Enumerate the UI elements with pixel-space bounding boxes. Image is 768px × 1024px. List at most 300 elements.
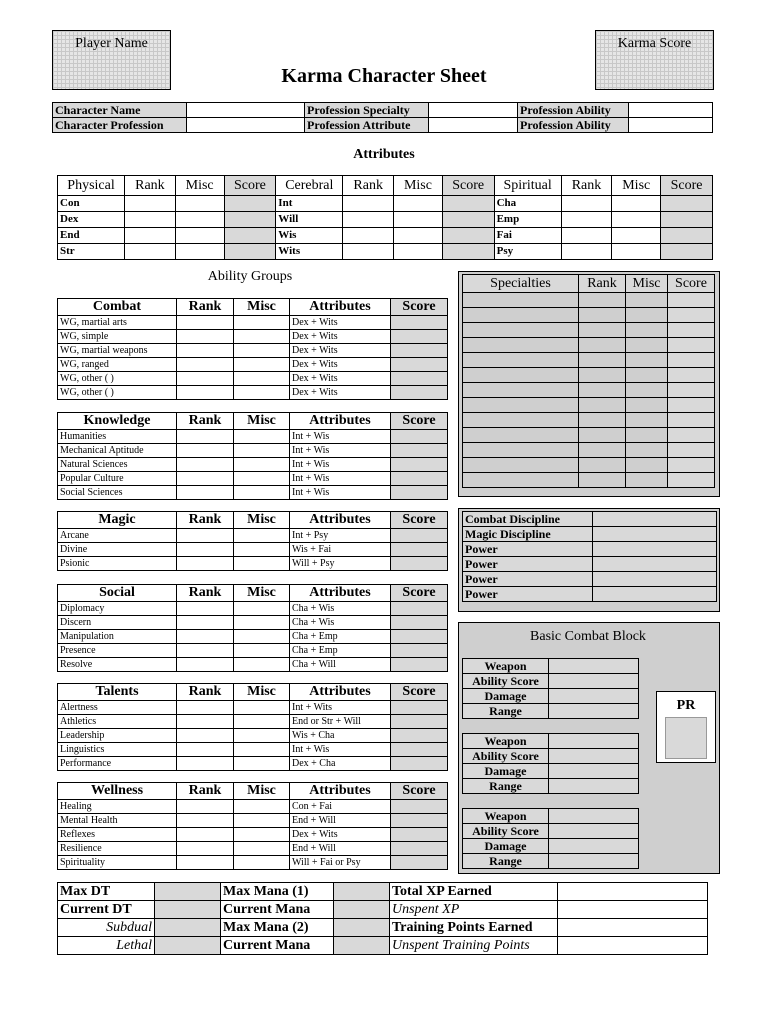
attribute-row [58, 196, 713, 212]
specialty-name-field[interactable] [463, 428, 579, 443]
attribute-name: Fai [494, 228, 561, 244]
specialty-misc-field[interactable] [626, 353, 668, 368]
attribute-score-field[interactable] [442, 196, 494, 212]
ability-misc-field[interactable] [234, 729, 290, 743]
ability-misc-field[interactable] [234, 842, 290, 856]
ability-name: Reflexes [58, 828, 177, 842]
ability-misc-field[interactable] [234, 372, 290, 386]
ability-rank-field[interactable] [177, 842, 234, 856]
ability-name: Popular Culture [58, 472, 177, 486]
specialty-name-field[interactable] [463, 293, 579, 308]
ability-attributes: Dex + Wits [290, 828, 391, 842]
stat-label: Current Mana [221, 937, 334, 955]
weapon-label: Damage [463, 689, 549, 704]
weapon-label: Weapon [463, 734, 549, 749]
weapon-label: Damage [463, 764, 549, 779]
attribute-misc-field[interactable] [612, 212, 661, 228]
ability-column-header: Attributes [290, 783, 391, 800]
weapon-field[interactable] [549, 689, 639, 704]
specialty-row [463, 398, 715, 413]
attribute-misc-field[interactable] [394, 244, 443, 260]
ability-misc-field[interactable] [234, 330, 290, 344]
ability-rank-field[interactable] [177, 630, 234, 644]
specialty-rank-field[interactable] [579, 383, 626, 398]
ability-rank-field[interactable] [177, 344, 234, 358]
ability-rank-field[interactable] [177, 316, 234, 330]
ability-attributes: Int + Wis [290, 743, 391, 757]
ability-rank-field[interactable] [177, 602, 234, 616]
ability-score-field[interactable] [391, 856, 448, 870]
attribute-score-field[interactable] [661, 228, 713, 244]
specialty-misc-field[interactable] [626, 413, 668, 428]
specialty-score-field[interactable] [668, 398, 715, 413]
ability-row [58, 372, 448, 386]
ability-misc-field[interactable] [234, 444, 290, 458]
ability-score-field[interactable] [391, 814, 448, 828]
specialty-score-field[interactable] [668, 308, 715, 323]
specialty-misc-field[interactable] [626, 338, 668, 353]
specialty-name-field[interactable] [463, 323, 579, 338]
ability-attributes: Will + Fai or Psy [290, 856, 391, 870]
ability-score-field[interactable] [391, 316, 448, 330]
weapon-field[interactable] [549, 764, 639, 779]
ability-misc-field[interactable] [234, 743, 290, 757]
specialty-name-field[interactable] [463, 458, 579, 473]
ability-misc-field[interactable] [234, 430, 290, 444]
attribute-column-header: Misc [394, 176, 443, 196]
attributes-header-row [58, 176, 713, 196]
specialty-score-field[interactable] [668, 323, 715, 338]
specialty-rank-field[interactable] [579, 473, 626, 488]
ability-attributes: Wis + Cha [290, 729, 391, 743]
specialty-score-field[interactable] [668, 443, 715, 458]
weapon-row [463, 689, 639, 704]
specialty-row [463, 353, 715, 368]
ability-score-field[interactable] [391, 529, 448, 543]
attribute-rank-field[interactable] [561, 244, 612, 260]
ability-rank-field[interactable] [177, 430, 234, 444]
stat-label: Max Mana (1) [221, 883, 334, 901]
ability-rank-field[interactable] [177, 800, 234, 814]
ability-score-field[interactable] [391, 630, 448, 644]
specialty-name-field[interactable] [463, 473, 579, 488]
info-field[interactable] [187, 103, 305, 118]
discipline-field[interactable] [593, 542, 717, 557]
ability-column-header: Rank [177, 299, 234, 316]
ability-score-field[interactable] [391, 842, 448, 856]
weapon-row [463, 749, 639, 764]
specialty-misc-field[interactable] [626, 473, 668, 488]
specialty-score-field[interactable] [668, 473, 715, 488]
ability-misc-field[interactable] [234, 701, 290, 715]
stat-field[interactable] [334, 883, 390, 901]
ability-score-field[interactable] [391, 458, 448, 472]
stat-field[interactable] [155, 937, 221, 955]
attribute-rank-field[interactable] [343, 228, 394, 244]
specialty-score-field[interactable] [668, 383, 715, 398]
ability-misc-field[interactable] [234, 757, 290, 771]
specialty-rank-field[interactable] [579, 338, 626, 353]
specialty-rank-field[interactable] [579, 293, 626, 308]
attribute-score-field[interactable] [661, 212, 713, 228]
weapon-field[interactable] [549, 749, 639, 764]
weapon-field[interactable] [549, 734, 639, 749]
stat-field[interactable] [155, 901, 221, 919]
specialty-score-field[interactable] [668, 458, 715, 473]
attribute-misc-field[interactable] [612, 244, 661, 260]
attribute-column-header: Rank [125, 176, 176, 196]
discipline-field[interactable] [593, 587, 717, 602]
weapon-field[interactable] [549, 674, 639, 689]
attribute-rank-field[interactable] [561, 228, 612, 244]
ability-score-field[interactable] [391, 602, 448, 616]
stat-field[interactable] [334, 901, 390, 919]
ability-score-field[interactable] [391, 729, 448, 743]
attribute-misc-field[interactable] [175, 228, 224, 244]
ability-misc-field[interactable] [234, 715, 290, 729]
ability-score-field[interactable] [391, 658, 448, 672]
ability-name: Athletics [58, 715, 177, 729]
attribute-rank-field[interactable] [561, 212, 612, 228]
specialty-row [463, 308, 715, 323]
combat-block-title: Basic Combat Block [530, 629, 646, 644]
ability-column-header: Score [391, 512, 448, 529]
specialty-rank-field[interactable] [579, 428, 626, 443]
attribute-rank-field[interactable] [125, 244, 176, 260]
ability-score-field[interactable] [391, 757, 448, 771]
ability-header-row [58, 299, 448, 316]
weapon-field[interactable] [549, 824, 639, 839]
stat-field[interactable] [155, 919, 221, 937]
specialty-score-field[interactable] [668, 413, 715, 428]
stat-label: Total XP Earned [390, 883, 558, 901]
attribute-rank-field[interactable] [125, 196, 176, 212]
ability-score-field[interactable] [391, 444, 448, 458]
ability-misc-field[interactable] [234, 658, 290, 672]
specialty-name-field[interactable] [463, 383, 579, 398]
ability-group-header: Combat [58, 299, 177, 316]
specialties-column-header: Rank [579, 275, 626, 293]
ability-row [58, 616, 448, 630]
attribute-misc-field[interactable] [175, 244, 224, 260]
ability-rank-field[interactable] [177, 828, 234, 842]
ability-rank-field[interactable] [177, 330, 234, 344]
stat-field[interactable] [155, 883, 221, 901]
ability-rank-field[interactable] [177, 715, 234, 729]
discipline-row [463, 587, 717, 602]
weapon-row [463, 674, 639, 689]
ability-header-row [58, 585, 448, 602]
ability-name: Arcane [58, 529, 177, 543]
attribute-name: Str [58, 244, 125, 260]
attribute-row [58, 228, 713, 244]
ability-misc-field[interactable] [234, 358, 290, 372]
discipline-label: Power [463, 587, 593, 602]
ability-rank-field[interactable] [177, 472, 234, 486]
specialty-name-field[interactable] [463, 338, 579, 353]
specialty-rank-field[interactable] [579, 353, 626, 368]
ability-misc-field[interactable] [234, 616, 290, 630]
specialty-rank-field[interactable] [579, 308, 626, 323]
specialty-misc-field[interactable] [626, 368, 668, 383]
ability-score-field[interactable] [391, 557, 448, 571]
attribute-misc-field[interactable] [394, 228, 443, 244]
attribute-score-field[interactable] [661, 196, 713, 212]
specialty-rank-field[interactable] [579, 443, 626, 458]
ability-misc-field[interactable] [234, 800, 290, 814]
ability-score-field[interactable] [391, 344, 448, 358]
ability-attributes: Wis + Fai [290, 543, 391, 557]
ability-misc-field[interactable] [234, 814, 290, 828]
ability-rank-field[interactable] [177, 444, 234, 458]
ability-misc-field[interactable] [234, 486, 290, 500]
specialty-score-field[interactable] [668, 428, 715, 443]
ability-score-field[interactable] [391, 644, 448, 658]
specialty-name-field[interactable] [463, 413, 579, 428]
ability-misc-field[interactable] [234, 557, 290, 571]
attributes-table [57, 175, 713, 260]
stats-table [57, 882, 708, 955]
ability-rank-field[interactable] [177, 616, 234, 630]
ability-score-field[interactable] [391, 386, 448, 400]
discipline-row [463, 557, 717, 572]
ability-column-header: Rank [177, 585, 234, 602]
ability-attributes: Dex + Wits [290, 386, 391, 400]
specialty-rank-field[interactable] [579, 413, 626, 428]
ability-name: Linguistics [58, 743, 177, 757]
attribute-rank-field[interactable] [343, 244, 394, 260]
ability-rank-field[interactable] [177, 644, 234, 658]
specialty-row [463, 338, 715, 353]
ability-score-field[interactable] [391, 616, 448, 630]
ability-header-row [58, 684, 448, 701]
ability-score-field[interactable] [391, 330, 448, 344]
ability-attributes: Dex + Cha [290, 757, 391, 771]
specialties-header-row [463, 275, 715, 293]
weapon-field[interactable] [549, 854, 639, 869]
weapon-field[interactable] [549, 839, 639, 854]
ability-score-field[interactable] [391, 472, 448, 486]
attribute-score-field[interactable] [661, 244, 713, 260]
ability-table-wellness [57, 782, 448, 870]
weapon-row [463, 659, 639, 674]
pr-field[interactable] [665, 717, 707, 759]
ability-group-header: Knowledge [58, 413, 177, 430]
attribute-misc-field[interactable] [175, 196, 224, 212]
specialty-name-field[interactable] [463, 353, 579, 368]
info-field[interactable] [187, 118, 305, 133]
ability-attributes: Dex + Wits [290, 316, 391, 330]
specialty-rank-field[interactable] [579, 323, 626, 338]
discipline-field[interactable] [593, 527, 717, 542]
attribute-misc-field[interactable] [175, 212, 224, 228]
ability-misc-field[interactable] [234, 828, 290, 842]
ability-misc-field[interactable] [234, 386, 290, 400]
ability-rank-field[interactable] [177, 814, 234, 828]
ability-rank-field[interactable] [177, 557, 234, 571]
specialty-score-field[interactable] [668, 368, 715, 383]
attribute-misc-field[interactable] [612, 228, 661, 244]
ability-misc-field[interactable] [234, 472, 290, 486]
ability-rank-field[interactable] [177, 701, 234, 715]
stat-field[interactable] [558, 937, 708, 955]
ability-misc-field[interactable] [234, 602, 290, 616]
attribute-rank-field[interactable] [125, 212, 176, 228]
ability-name: Manipulation [58, 630, 177, 644]
ability-rank-field[interactable] [177, 856, 234, 870]
ability-misc-field[interactable] [234, 458, 290, 472]
specialty-row [463, 428, 715, 443]
info-field[interactable] [429, 103, 518, 118]
ability-score-field[interactable] [391, 743, 448, 757]
specialty-rank-field[interactable] [579, 368, 626, 383]
attribute-name: End [58, 228, 125, 244]
specialty-misc-field[interactable] [626, 323, 668, 338]
ability-attributes: Dex + Wits [290, 358, 391, 372]
ability-score-field[interactable] [391, 543, 448, 557]
ability-row [58, 658, 448, 672]
specialty-rank-field[interactable] [579, 458, 626, 473]
ability-row [58, 800, 448, 814]
info-row [53, 118, 713, 133]
stat-field[interactable] [334, 937, 390, 955]
ability-row [58, 529, 448, 543]
ability-rank-field[interactable] [177, 486, 234, 500]
ability-rank-field[interactable] [177, 386, 234, 400]
discipline-row [463, 572, 717, 587]
ability-name: Presence [58, 644, 177, 658]
specialty-misc-field[interactable] [626, 458, 668, 473]
discipline-field[interactable] [593, 572, 717, 587]
info-field[interactable] [629, 103, 713, 118]
stat-label: Max DT [58, 883, 155, 901]
weapon-block-3 [462, 808, 639, 869]
ability-misc-field[interactable] [234, 543, 290, 557]
ability-header-row [58, 783, 448, 800]
attribute-rank-field[interactable] [343, 212, 394, 228]
attribute-score-field[interactable] [224, 212, 276, 228]
specialty-name-field[interactable] [463, 308, 579, 323]
ability-score-field[interactable] [391, 828, 448, 842]
ability-misc-field[interactable] [234, 344, 290, 358]
attribute-score-field[interactable] [224, 196, 276, 212]
info-field[interactable] [629, 118, 713, 133]
specialty-misc-field[interactable] [626, 383, 668, 398]
ability-score-field[interactable] [391, 486, 448, 500]
weapon-field[interactable] [549, 704, 639, 719]
specialty-score-field[interactable] [668, 293, 715, 308]
ability-row [58, 828, 448, 842]
attribute-score-field[interactable] [442, 212, 494, 228]
attribute-misc-field[interactable] [612, 196, 661, 212]
discipline-label: Combat Discipline [463, 512, 593, 527]
attribute-rank-field[interactable] [561, 196, 612, 212]
discipline-field[interactable] [593, 557, 717, 572]
specialty-rank-field[interactable] [579, 398, 626, 413]
ability-misc-field[interactable] [234, 856, 290, 870]
specialty-row [463, 323, 715, 338]
ability-score-field[interactable] [391, 800, 448, 814]
ability-rank-field[interactable] [177, 729, 234, 743]
specialty-misc-field[interactable] [626, 293, 668, 308]
info-field[interactable] [429, 118, 518, 133]
stat-field[interactable] [558, 919, 708, 937]
player-name-box[interactable] [52, 30, 171, 90]
ability-rank-field[interactable] [177, 529, 234, 543]
specialties-column-header: Specialties [463, 275, 579, 293]
stat-field[interactable] [558, 883, 708, 901]
ability-misc-field[interactable] [234, 529, 290, 543]
weapon-field[interactable] [549, 809, 639, 824]
attribute-score-field[interactable] [442, 244, 494, 260]
specialty-misc-field[interactable] [626, 443, 668, 458]
ability-rank-field[interactable] [177, 757, 234, 771]
specialty-name-field[interactable] [463, 398, 579, 413]
ability-table-social [57, 584, 448, 672]
ability-rank-field[interactable] [177, 458, 234, 472]
stat-label: Subdual [58, 919, 155, 937]
ability-rank-field[interactable] [177, 372, 234, 386]
stat-field[interactable] [334, 919, 390, 937]
ability-attributes: Will + Psy [290, 557, 391, 571]
discipline-field[interactable] [593, 512, 717, 527]
ability-rank-field[interactable] [177, 358, 234, 372]
ability-misc-field[interactable] [234, 630, 290, 644]
ability-score-field[interactable] [391, 358, 448, 372]
attribute-name: Dex [58, 212, 125, 228]
attribute-misc-field[interactable] [394, 196, 443, 212]
ability-misc-field[interactable] [234, 316, 290, 330]
specialty-score-field[interactable] [668, 338, 715, 353]
ability-score-field[interactable] [391, 701, 448, 715]
ability-misc-field[interactable] [234, 644, 290, 658]
attribute-misc-field[interactable] [394, 212, 443, 228]
ability-rank-field[interactable] [177, 743, 234, 757]
attribute-score-field[interactable] [224, 244, 276, 260]
specialty-row [463, 458, 715, 473]
ability-score-field[interactable] [391, 372, 448, 386]
specialties-column-header: Score [668, 275, 715, 293]
ability-group-header: Wellness [58, 783, 177, 800]
stats-row [58, 937, 708, 955]
weapon-field[interactable] [549, 659, 639, 674]
ability-score-field[interactable] [391, 430, 448, 444]
attribute-score-field[interactable] [224, 228, 276, 244]
specialty-misc-field[interactable] [626, 308, 668, 323]
ability-rank-field[interactable] [177, 658, 234, 672]
attribute-rank-field[interactable] [125, 228, 176, 244]
karma-score-box[interactable] [595, 30, 714, 90]
ability-rank-field[interactable] [177, 543, 234, 557]
specialty-name-field[interactable] [463, 368, 579, 383]
attribute-score-field[interactable] [442, 228, 494, 244]
weapon-field[interactable] [549, 779, 639, 794]
ability-row [58, 701, 448, 715]
specialty-name-field[interactable] [463, 443, 579, 458]
ability-row [58, 430, 448, 444]
ability-row [58, 358, 448, 372]
specialty-score-field[interactable] [668, 353, 715, 368]
stat-field[interactable] [558, 901, 708, 919]
stat-label: Current Mana [221, 901, 334, 919]
attribute-rank-field[interactable] [343, 196, 394, 212]
ability-column-header: Misc [234, 684, 290, 701]
ability-score-field[interactable] [391, 715, 448, 729]
page-title: Karma Character Sheet [281, 65, 487, 87]
attribute-name: Emp [494, 212, 561, 228]
specialty-misc-field[interactable] [626, 428, 668, 443]
specialty-misc-field[interactable] [626, 398, 668, 413]
